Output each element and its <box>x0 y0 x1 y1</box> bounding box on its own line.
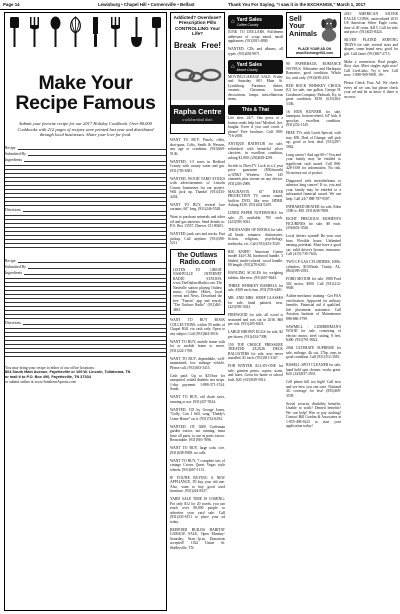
sell-animals-url: PLACE YOUR AD ON www.Exchange931.com <box>295 47 334 55</box>
banner-headline: Addicted? Overdose? Prescription Pills CONTROLLING Your Life? <box>173 15 222 36</box>
classified-ad: TWO LP GAS CYLINDERS, 100lb. cylinders, $150/both. Trinity, AL. (864)399-2933. <box>286 260 341 273</box>
classifieds-column-3 <box>228 12 283 611</box>
classified-ad: HANGING SCALES for weighing rabbits, like new. (931)607-0643. <box>228 271 283 280</box>
classified-ad: MR. AND MRS. WIMP GLASSES for sale, hand painted, new. (423)583-3023. <box>228 296 283 309</box>
whisk-icon <box>68 16 83 48</box>
yard-sign-icon: ⌂ <box>231 19 235 25</box>
col2-ads-upper <box>170 138 225 246</box>
classified-ad: WANT TO BUY, large sofa; rice. (931)638-8308. no calls. <box>170 446 225 455</box>
classified-ad: WANTED, CDs and albums, all types. (931)450-9071. <box>228 47 283 56</box>
recipe-name-label: Recipe <box>5 145 16 150</box>
classified-ad: Cash paid: Up to $25/box for unexpired, sealed diabetic test strips. 1-day payment. 1-888-371-1534. Sarah. <box>170 373 225 392</box>
classified-ad: Make a connection. Real people, flirty chat. Meet singles right now! Call LiveLinks. Try it free. Call now: 1-888-909-9905, 18+. <box>344 59 398 77</box>
recipe-form <box>5 144 166 357</box>
recipe-form-block-2 <box>5 257 166 357</box>
recipe-name-field[interactable] <box>18 146 166 150</box>
fork-icon-2 <box>108 16 123 48</box>
this-and-that-heading: This & That <box>228 105 283 115</box>
col3-ads-moore <box>228 75 283 102</box>
submitted-by-label: Submitted By <box>5 151 26 156</box>
classified-ad: BEDFORD BUILDS HABITAT GARAGE SALE, Open Monday-Saturday, 9a.m.-1p.m. Donations accepted! 1022 Union St. Shelbyville, TN. <box>170 527 225 550</box>
classifieds-column-4 <box>286 12 341 611</box>
spatula-icon-2 <box>149 16 164 48</box>
classified-ad: MAGNAVOX 61" REAR PROJECTION TV, stereo sound, built-in DVD, like new, HDMI. Asking $150. (931)434-5209. <box>228 189 283 207</box>
classifieds-column-5 <box>344 12 398 611</box>
classified-ad: LINED PAPER NOTEBOOKS for sale, 25 available, 70¢ each. (423)583-3023. <box>228 211 283 224</box>
directions-field[interactable] <box>23 208 166 212</box>
broken-chain-icon <box>171 50 225 100</box>
classified-ad: EIGHT PRECIOUS MOMENTS FIGURINES for sale, $8 each. (256)652-3526. <box>286 217 341 230</box>
col5-ads <box>344 12 398 99</box>
classified-ad: THREE WHISKEY BARRELS for sale, $100 each firm. (931)703-6481. <box>228 283 283 292</box>
header-towns: Lewisburg • Chapel Hill • Cornersville • Belfast <box>98 2 195 7</box>
col3-ads-misc <box>228 116 283 382</box>
directions-field[interactable] <box>23 321 166 325</box>
recipe-form-block-1 <box>5 144 166 248</box>
ingredients-field[interactable] <box>24 271 166 275</box>
directions-label: Directions <box>5 320 21 325</box>
classified-ad: WANT TO BUY: Pistols, rifles, shot-guns, Colts, Smith & Wesson, any age or condition. (931)669-9136. <box>170 138 225 156</box>
recipe-intro: Submit your favorite recipe for our 2017 Holiday Cookbook. Over 80,000 Cookbooks with 212 pages of recipes were printed last year and distributed through local businesses. Share your love for food. <box>17 121 154 137</box>
classified-ad: RED ROCK WHISKEY CROCK (U) for sale, one gallon, George H. Goodman Company, Paducah, Ky, in great condition. $150. (615)364-5336. <box>286 83 341 106</box>
classified-ad: 16 HUB RUNNER for sale, hamepost, bottom-wheel, 64" hub, 6 sprocket, excellent condition. (931)252-1145. <box>286 109 341 127</box>
classified-ad: SILVER PLATED SERVING TRAYS for sale, several sizes and shapes, some brand new; good for gift. Call Janet. (931)967-2715. <box>344 38 398 56</box>
rapha-centre-banner <box>170 12 225 134</box>
recipe-title: Make Your Recipe Famous <box>15 72 156 114</box>
banner-break-free: Break Free! <box>174 41 221 51</box>
classified-ad: 2015 AMERICAN SILVER EAGLE COINS, uncirculated 2015 US American Silver Eagle coins, time of 20 coins. $415. Call for info and price. (931)625-8424. <box>344 12 398 34</box>
classified-ad: FREE TVs with Leach Special, with tray, $50. Deal of Change, will pick up, good or best deal. (931)297-5062. <box>286 131 341 149</box>
page-header <box>0 0 400 10</box>
classified-ad: 90 PAPERBACK ROMANCE NOVELS, Silhouette and Harlequin Romance, good condition. Whole lot, cash only. (931)638-4321. <box>286 62 341 80</box>
col3-ads-coffee <box>228 30 283 56</box>
classified-ad: IF YOU'RE BUYING A NEW APPLIANCE, I'll buy your old one. Also, want to buy good used furniture. (931)244-8237. <box>170 475 225 494</box>
classified-ad: Diagnosed with mesothelioma or asbestos lung cancer? If so, you and your family may be entitled to a substantial financial award. We can help. Call 24/7 888-787-9587. <box>286 178 341 201</box>
recipe-submission-panel <box>4 12 167 611</box>
outlaws-radio-ad <box>170 249 225 315</box>
classified-ad: Lung cancer? And age 60+? You and your family may be entitled to significant cash award. Call 866-428-1639 for information. No risk. No money out of pocket. <box>286 152 341 175</box>
sell-animals-title: Sell Your Animals <box>289 14 317 38</box>
spatula-icon <box>7 16 22 48</box>
outlaws-radio-text: LISTEN TO GREAT NASHVILLE INTERNET RADIO STATION, www.TheOutlawsRadio.com. The Nashville station playing Outlaw music, Golden Oldies, local events and News. Download the free "Tunein" app and search, "The Outlaws Radio". (931)461-4861. <box>173 268 223 312</box>
col4-ads <box>286 62 341 429</box>
ingredients-label: Ingredients <box>5 157 23 162</box>
classified-ad: Life alert. 24/7. One press of a button sends help fast! Medical, fire, burglar. Even if you can't reach a phone! Free brochure. Call: 800-716-2658. <box>228 116 283 138</box>
directions-label: Directions <box>5 207 21 212</box>
classified-ad: 2004 ULTIMATE SUPREME for sale, mileage, 4k cut, 27hp, runs in good condition. Call (931)312-3581. <box>286 346 341 359</box>
yard-sales-moore-heading: ⌂ Yard Sales Moore County <box>228 60 283 74</box>
classified-ad: WANT TO BUY, mobile home with lot or mobile home to move. (931)224-1768. <box>170 339 225 353</box>
classified-ad: Want to purchase minerals and other oil and gas interests. Send details to: P.O. Box 13557, Denver, CO 80201. <box>170 215 225 228</box>
dog-icon <box>320 16 338 42</box>
col2-ads-lower <box>170 318 225 550</box>
classified-ad: Social security disability benefits. Unable to work? Denied benefits? We can help! Win or pay nothing! Contact Bill Gordon & Associates at 1-855-498-6323 to start your application today! <box>286 401 341 428</box>
classified-ad: WANTED, WOOD YARD STICKS with advertisements of Lincoln County businesses for our project. Will pick up. Thanks! (931)433-4454. <box>170 176 225 199</box>
yard-sign-icon: ⌂ <box>231 63 235 70</box>
classified-ad: FORD MOTOR for sale, 1988 Ford 302 motor, $500. Call (931)212-9949. <box>286 277 341 290</box>
submitted-by-field[interactable] <box>28 152 166 156</box>
recipe-footer: You may bring your recipe to either of our office locations: 804 South Main Avenue, Fayetteville or 109 W. Lincoln, Tullahoma, TN or mail it to P.O. Box 490, Fayetteville, TN 37334 or submit online at www.SouthernAprons.com <box>5 365 131 384</box>
classified-ad: FIREWOOD for sale, all wood is seasoned and was cut in 2016. $60 per rick. (931)205-8401. <box>228 313 283 326</box>
classified-ad: WANT TO BUY, old chain saws, running or not. (931)437-9324. <box>170 395 225 404</box>
rapha-centre-name: Rapha Centre <box>171 105 224 118</box>
classified-ad: YARD SALE TIME IS COMING: For only $12 for 20 words, you can reach over 80,000 people to advertise your yard sale. Call (931)433-6151 to place your ad today. <box>170 497 225 524</box>
classified-ad: WANTED, junk cars and trucks. Fast pickup. Call anytime. (931)580-5211. <box>170 232 225 245</box>
recipe-name-label: Recipe <box>5 258 16 263</box>
classified-ad: SAWMILL - LUMBERMAN'S WOOD for sale, consisting of electric motor, steel cutting, 8 feet, $400. (931)701-8022. <box>286 324 341 342</box>
ladle-icon <box>129 16 144 48</box>
classified-ad: MOVING/GARAGE SALE: Friday and Saturday, 601 Main St. Lynchburg. Furniture, dishes, ceramic, Christmas house decorations, lamps, miscellaneous items. <box>228 74 283 101</box>
submitted-by-label: Submitted By <box>5 264 26 269</box>
outlaws-radio-logo: the Outlaws Radio.com <box>177 252 218 266</box>
page-number: Page 14 <box>3 2 20 7</box>
classified-ad: Local drivers wanted! Be your own boss. Flexible hours. Unlimited earning potential. Must have a good car, valid driver's license, insurance. Call (415)-730-7643. <box>286 234 341 256</box>
classified-ad: Cell phone bill too high? Call now and see how you can save. National 4G coverage for less! (855)469-3539. <box>286 380 341 398</box>
ingredients-field[interactable] <box>24 158 166 162</box>
classified-ad: 150 TOP CHOICE PRESSURE TREATED 2X2X26 DECK BALUSTERS for sale, new never installed. $1 each. (931)581-3167. <box>228 342 283 360</box>
classified-ad: Please Check Your Ad: We check every ad we can, but please check your ad and let us know if there is an error. <box>344 81 398 99</box>
classified-ad: JUNK TO DOLLARS, Fulfilment addresses of scrap metal, small appliances. (931)581-4800. <box>228 30 283 43</box>
classified-ad: WANTED, CD by George Jones, "Golly, Can I Sell, song "Daddy's Come Home" on it. (931)732-6294. <box>170 407 225 421</box>
yard-sales-coffee-heading: ⌂ Yard Sales Coffee County <box>228 15 283 29</box>
sell-your-animals-ad <box>286 12 341 58</box>
utensil-row <box>5 13 166 51</box>
fork-icon <box>27 16 42 48</box>
classified-ad: WANTED, OT 3000 Craftsman garden tractor, not running, must have all parts, to use as parts tractor. Reasonable. (931)916-7696. <box>170 424 225 443</box>
classified-ad: WANT TO BUY, several lace curtains, 60" long. (931)246-5528. <box>170 202 225 211</box>
ingredients-label: Ingredients <box>5 270 23 275</box>
classified-ad: WANT TO BUY BOOK COLLECTIONS, within 50 miles of Chapel Hill, via cash only. Open to any subject. Call (931)364-5016. <box>170 318 225 336</box>
classified-ad: ANTIQUE BATHTUB for sale, refinished with beautiful silver clawfeet, in excellent condition, asking $1,000. (256)828-4291. <box>228 142 283 160</box>
classifieds-column-2 <box>170 12 225 611</box>
classified-ad: INFRARED HEATER for sale, Eden 1500 w. $50. (931)638-7808. <box>286 204 341 213</box>
classified-ad: BIG KNIFE! American Centre model 444-CM, hardwood handle, 3 bladed, multi-colored, wood handle, 80 length. (931)270-6201. <box>228 249 283 267</box>
classified-ad: WANT TO BUY, 7 complete sets of vintage Crown Quest Vegas style wheels. (931)607-1113. <box>170 458 225 472</box>
knife-icon <box>88 16 103 48</box>
classified-ad: Airline mechanic training - Get FAA certification. Approved for military benefits. Financial aid if qualified. Job placement assistance. Call Aviation Institute of Maintenance 888-686-1799. <box>286 294 341 321</box>
classified-ad: Switch to DirecTV. Lock in a 2 year price guarantee ($50/month) w/AT&T Wireless. Over 145 channels plus stream on any device. (931)203-2900. <box>228 163 283 186</box>
classified-ad: WANTED, 1-5 acres in Bedford County with county water and gas. (931)703-6381. <box>170 159 225 173</box>
submitted-by-field[interactable] <box>28 265 166 269</box>
spoon-icon <box>48 16 63 48</box>
classified-ad: THOUSANDS OF BOOKS for sale, all kinds: romance, dictionaries, fiction, religious, psychology, textbooks, etc. Call (931)433-3529. <box>228 228 283 246</box>
classified-ad: FOR WINTER ALL-IN-ONE for sale, greatest prints, copies, scans, and faxes. Great for home or school kids. $20. (615)949-5012. <box>228 364 283 382</box>
header-tagline: Thank You For Saying, "I saw it in the EXCHANGE," March 1, 2017 <box>228 2 366 7</box>
classified-ad: LARGE BROWN EGGS for sale, $2 per dozen. (931)434-7398. <box>228 330 283 339</box>
recipe-name-field[interactable] <box>18 259 166 263</box>
classified-ad: WANT TO BUY, dependable, well-maintained, low mileage vehicle. Please call, (931)363-3415. <box>170 356 225 370</box>
rapha-centre-tag: a solid medical clinic <box>171 118 224 124</box>
classified-ad: BISSELL SPOT CLEANER for sale, hand held spot cleaner, works great. $20. (423)837-2931. <box>286 363 341 376</box>
